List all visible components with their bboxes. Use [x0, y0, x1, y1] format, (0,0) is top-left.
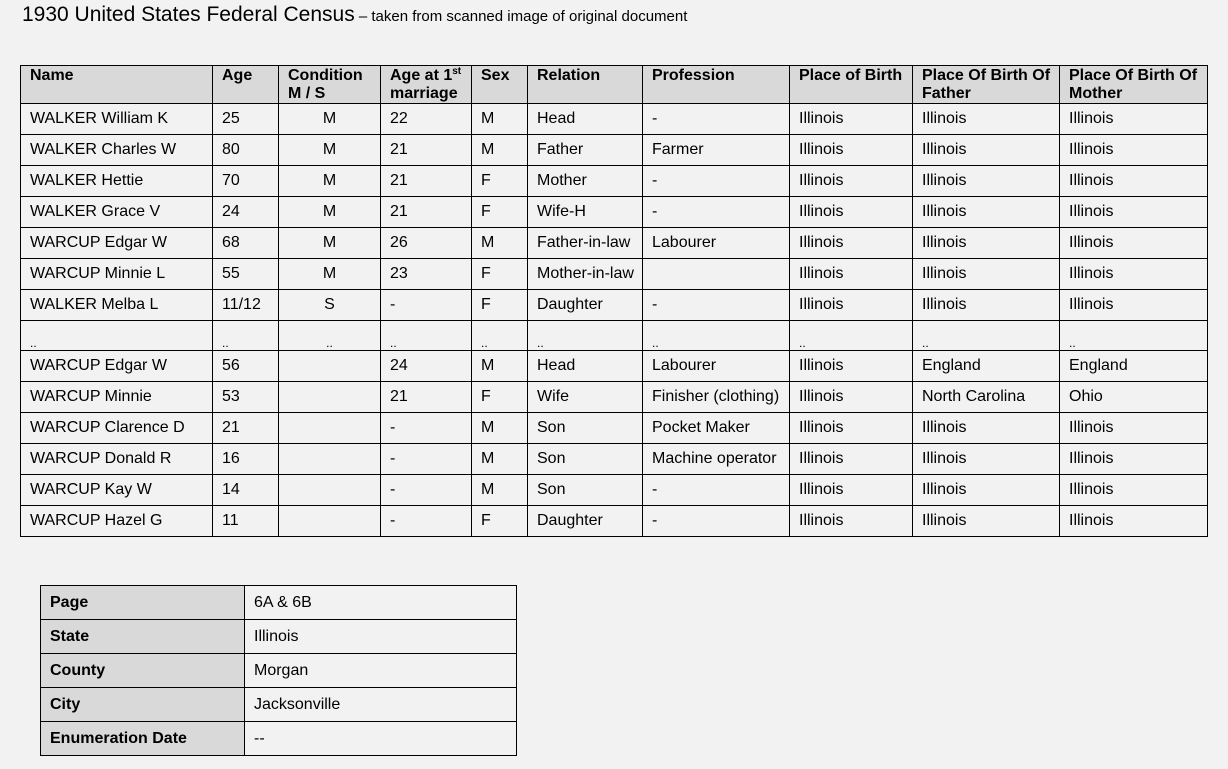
cell-relation: Son	[528, 444, 643, 475]
info-value: Jacksonville	[245, 688, 517, 722]
cell-place-of-birth: Illinois	[790, 290, 913, 321]
cell-age-at-first-marriage: -	[381, 475, 472, 506]
census-row	[21, 197, 1208, 228]
cell-age: 21	[213, 413, 279, 444]
cell-birth-father: North Carolina	[913, 382, 1060, 413]
cell-place-of-birth: Illinois	[790, 444, 913, 475]
cell-age: 25	[213, 104, 279, 135]
cell-name: WARCUP Minnie L	[21, 259, 213, 290]
cell-sex: F	[472, 166, 528, 197]
cell-birth-father: Illinois	[913, 413, 1060, 444]
cell-place-of-birth: Illinois	[790, 351, 913, 382]
cell-birth-mother: Illinois	[1060, 475, 1208, 506]
cell-place-of-birth: Illinois	[790, 506, 913, 537]
cell-profession: Labourer	[643, 228, 790, 259]
info-label: City	[41, 688, 245, 722]
cell-profession: -	[643, 475, 790, 506]
cell-name: WARCUP Minnie	[21, 382, 213, 413]
cell-birth-father: England	[913, 351, 1060, 382]
census-row	[21, 444, 1208, 475]
cell-birth-mother: ..	[1060, 321, 1208, 351]
cell-relation: Father	[528, 135, 643, 166]
cell-relation: Daughter	[528, 506, 643, 537]
cell-place-of-birth: Illinois	[790, 259, 913, 290]
cell-profession: -	[643, 197, 790, 228]
cell-condition: S	[279, 290, 381, 321]
cell-place-of-birth: Illinois	[790, 104, 913, 135]
cell-condition: M	[279, 259, 381, 290]
cell-place-of-birth: Illinois	[790, 228, 913, 259]
info-row	[41, 722, 517, 756]
info-row	[41, 620, 517, 654]
cell-relation: Wife	[528, 382, 643, 413]
info-value: 6A & 6B	[245, 586, 517, 620]
cell-birth-father: Illinois	[913, 506, 1060, 537]
cell-birth-mother: Illinois	[1060, 413, 1208, 444]
cell-condition	[279, 382, 381, 413]
cell-name: WARCUP Donald R	[21, 444, 213, 475]
cell-place-of-birth: ..	[790, 321, 913, 351]
info-row	[41, 654, 517, 688]
info-row	[41, 688, 517, 722]
cell-birth-mother: Illinois	[1060, 259, 1208, 290]
cell-sex: M	[472, 413, 528, 444]
cell-name: WALKER Hettie	[21, 166, 213, 197]
cell-age: ..	[213, 321, 279, 351]
census-row	[21, 259, 1208, 290]
cell-profession	[643, 259, 790, 290]
title-subtitle: – taken from scanned image of original document	[354, 8, 688, 25]
cell-age-at-first-marriage: ..	[381, 321, 472, 351]
cell-age-at-first-marriage: 21	[381, 382, 472, 413]
cell-relation: Mother	[528, 166, 643, 197]
cell-age-at-first-marriage: 26	[381, 228, 472, 259]
cell-age-at-first-marriage: -	[381, 444, 472, 475]
cell-age-at-first-marriage: 24	[381, 351, 472, 382]
cell-condition: M	[279, 166, 381, 197]
info-value: Illinois	[245, 620, 517, 654]
cell-birth-mother: Illinois	[1060, 290, 1208, 321]
cell-sex: F	[472, 197, 528, 228]
census-row	[21, 228, 1208, 259]
cell-birth-father: ..	[913, 321, 1060, 351]
cell-name: WARCUP Edgar W	[21, 351, 213, 382]
cell-name: ..	[21, 321, 213, 351]
header-birth-father: Place Of Birth Of Father	[913, 66, 1060, 104]
cell-birth-mother: Illinois	[1060, 104, 1208, 135]
cell-sex: M	[472, 444, 528, 475]
title-main: 1930 United States Federal Census	[22, 3, 355, 26]
cell-age: 68	[213, 228, 279, 259]
cell-name: WARCUP Edgar W	[21, 228, 213, 259]
cell-name: WARCUP Clarence D	[21, 413, 213, 444]
cell-condition	[279, 506, 381, 537]
header-relation: Relation	[528, 66, 643, 104]
census-row	[21, 506, 1208, 537]
cell-relation: Father-in-law	[528, 228, 643, 259]
header-sex: Sex	[472, 66, 528, 104]
cell-age-at-first-marriage: 23	[381, 259, 472, 290]
census-row	[21, 135, 1208, 166]
cell-condition: M	[279, 104, 381, 135]
cell-condition: M	[279, 228, 381, 259]
cell-sex: F	[472, 290, 528, 321]
census-row	[21, 290, 1208, 321]
cell-age: 11	[213, 506, 279, 537]
cell-birth-father: Illinois	[913, 135, 1060, 166]
cell-name: WALKER Grace V	[21, 197, 213, 228]
cell-age-at-first-marriage: 21	[381, 166, 472, 197]
cell-age: 55	[213, 259, 279, 290]
cell-age-at-first-marriage: 21	[381, 197, 472, 228]
cell-sex: M	[472, 475, 528, 506]
cell-relation: Head	[528, 104, 643, 135]
cell-sex: ..	[472, 321, 528, 351]
cell-birth-father: Illinois	[913, 290, 1060, 321]
cell-relation: Mother-in-law	[528, 259, 643, 290]
census-table	[20, 65, 1208, 537]
census-row	[21, 166, 1208, 197]
cell-condition	[279, 444, 381, 475]
cell-relation: Son	[528, 413, 643, 444]
cell-place-of-birth: Illinois	[790, 382, 913, 413]
cell-birth-father: Illinois	[913, 166, 1060, 197]
header-profession: Profession	[643, 66, 790, 104]
census-header-row	[21, 66, 1208, 104]
cell-relation: Son	[528, 475, 643, 506]
header-age: Age	[213, 66, 279, 104]
cell-age: 56	[213, 351, 279, 382]
cell-profession: Finisher (clothing)	[643, 382, 790, 413]
cell-birth-mother: Illinois	[1060, 506, 1208, 537]
header-birth-mother: Place Of Birth Of Mother	[1060, 66, 1208, 104]
cell-sex: M	[472, 135, 528, 166]
cell-birth-father: Illinois	[913, 475, 1060, 506]
header-name: Name	[21, 66, 213, 104]
cell-profession: Pocket Maker	[643, 413, 790, 444]
cell-place-of-birth: Illinois	[790, 166, 913, 197]
cell-birth-mother: Ohio	[1060, 382, 1208, 413]
info-value: Morgan	[245, 654, 517, 688]
cell-place-of-birth: Illinois	[790, 135, 913, 166]
cell-age-at-first-marriage: -	[381, 506, 472, 537]
cell-profession: -	[643, 506, 790, 537]
cell-sex: M	[472, 104, 528, 135]
census-row	[21, 351, 1208, 382]
cell-birth-father: Illinois	[913, 259, 1060, 290]
cell-sex: F	[472, 506, 528, 537]
cell-condition: M	[279, 135, 381, 166]
cell-profession: Labourer	[643, 351, 790, 382]
cell-age: 14	[213, 475, 279, 506]
header-age-at-first-marriage: Age at 1st marriage	[381, 66, 472, 104]
cell-age: 11/12	[213, 290, 279, 321]
cell-place-of-birth: Illinois	[790, 413, 913, 444]
header-place-of-birth: Place of Birth	[790, 66, 913, 104]
cell-place-of-birth: Illinois	[790, 475, 913, 506]
cell-sex: M	[472, 351, 528, 382]
cell-relation: Daughter	[528, 290, 643, 321]
cell-birth-mother: Illinois	[1060, 166, 1208, 197]
cell-age-at-first-marriage: -	[381, 413, 472, 444]
cell-birth-mother: England	[1060, 351, 1208, 382]
cell-profession: ..	[643, 321, 790, 351]
cell-profession: Machine operator	[643, 444, 790, 475]
cell-name: WARCUP Kay W	[21, 475, 213, 506]
cell-birth-mother: Illinois	[1060, 135, 1208, 166]
cell-birth-mother: Illinois	[1060, 228, 1208, 259]
cell-name: WARCUP Hazel G	[21, 506, 213, 537]
info-row	[41, 586, 517, 620]
cell-sex: F	[472, 382, 528, 413]
cell-condition: ..	[279, 321, 381, 351]
census-row	[21, 382, 1208, 413]
cell-profession: Farmer	[643, 135, 790, 166]
cell-age: 80	[213, 135, 279, 166]
cell-age: 53	[213, 382, 279, 413]
cell-birth-mother: Illinois	[1060, 444, 1208, 475]
cell-place-of-birth: Illinois	[790, 197, 913, 228]
cell-name: WALKER Charles W	[21, 135, 213, 166]
record-info-table	[40, 585, 517, 756]
cell-age: 24	[213, 197, 279, 228]
cell-relation: Head	[528, 351, 643, 382]
cell-condition: M	[279, 197, 381, 228]
cell-relation: Wife-H	[528, 197, 643, 228]
cell-relation: ..	[528, 321, 643, 351]
census-row	[21, 321, 1208, 351]
info-label: Page	[41, 586, 245, 620]
cell-condition	[279, 351, 381, 382]
census-row	[21, 413, 1208, 444]
cell-sex: M	[472, 228, 528, 259]
cell-birth-father: Illinois	[913, 104, 1060, 135]
cell-profession: -	[643, 166, 790, 197]
cell-name: WALKER William K	[21, 104, 213, 135]
census-body	[21, 104, 1208, 537]
cell-name: WALKER Melba L	[21, 290, 213, 321]
cell-birth-father: Illinois	[913, 444, 1060, 475]
cell-age: 16	[213, 444, 279, 475]
cell-sex: F	[472, 259, 528, 290]
cell-age-at-first-marriage: 21	[381, 135, 472, 166]
cell-age-at-first-marriage: 22	[381, 104, 472, 135]
cell-birth-father: Illinois	[913, 197, 1060, 228]
record-info-body	[41, 586, 517, 756]
info-label: County	[41, 654, 245, 688]
cell-age-at-first-marriage: -	[381, 290, 472, 321]
cell-condition	[279, 475, 381, 506]
cell-condition	[279, 413, 381, 444]
info-label: Enumeration Date	[41, 722, 245, 756]
document-title	[22, 3, 687, 27]
cell-birth-mother: Illinois	[1060, 197, 1208, 228]
cell-age: 70	[213, 166, 279, 197]
cell-profession: -	[643, 104, 790, 135]
cell-profession: -	[643, 290, 790, 321]
info-label: State	[41, 620, 245, 654]
header-condition: Condition M / S	[279, 66, 381, 104]
census-row	[21, 104, 1208, 135]
cell-birth-father: Illinois	[913, 228, 1060, 259]
info-value: --	[245, 722, 517, 756]
census-row	[21, 475, 1208, 506]
